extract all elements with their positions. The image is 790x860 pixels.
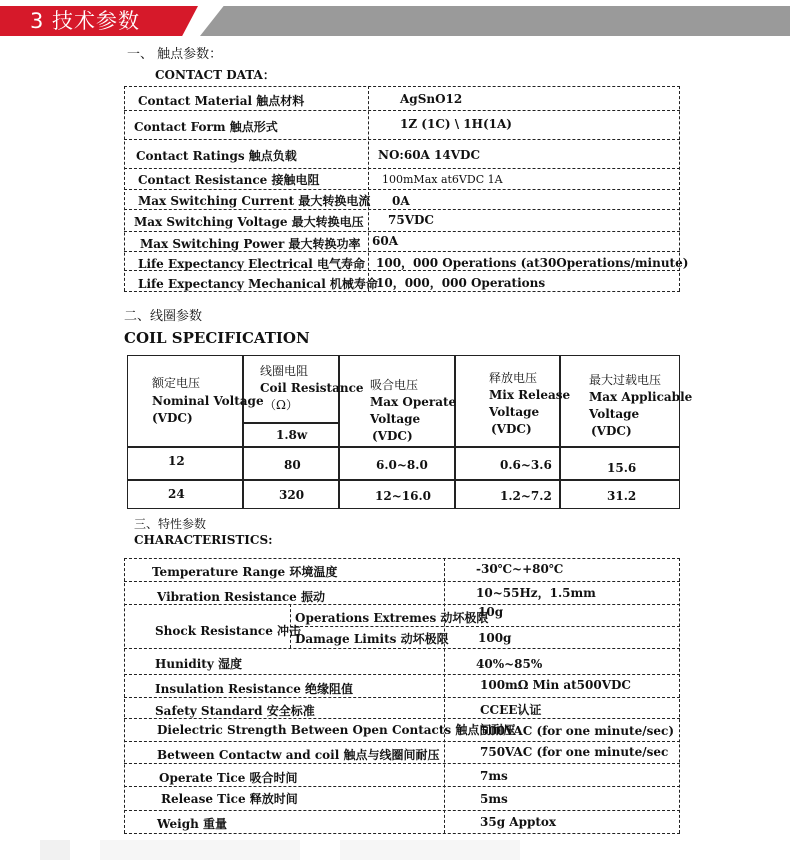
coil-heading-en: COIL SPECIFICATION [124, 329, 310, 347]
coil-cell-operate: 6.0~8.0 [376, 458, 428, 472]
coil-header-release-cn: 释放电压 [489, 371, 538, 385]
contact-label: Max Switching Current 最大转换电流 [138, 194, 371, 208]
footer-decor [40, 840, 70, 860]
contact-value: 10，000，000 Operations [376, 276, 546, 290]
coil-header-nominal-en: Nominal Voltage [152, 394, 264, 408]
coil-cell-resistance: 320 [279, 488, 305, 502]
footer-decor [100, 840, 300, 860]
char-label: Weigh 重量 [157, 817, 227, 831]
contact-label: Life Expectancy Mechanical 机械寿命 [138, 277, 378, 291]
contact-label: Life Expectancy Electrical 电气寿命 [138, 257, 365, 271]
coil-heading-cn: 二、线圈参数 [124, 309, 203, 324]
coil-header-applicable-voltage: Voltage [589, 407, 640, 421]
contact-label: Contact Resistance 接触电阻 [138, 173, 320, 187]
contact-heading-en: CONTACT DATA： [155, 68, 275, 82]
contact-label: Contact Ratings 触点负载 [136, 149, 297, 163]
char-sub-label: Damage Limits 动坏极限 [295, 632, 449, 646]
char-value: 10g [478, 605, 504, 619]
coil-header-operate-en: Max Operate [370, 395, 457, 409]
char-heading-en: CHARACTERISTICS: [134, 533, 273, 547]
char-value: 500VAC (for one minute/sec) [480, 724, 674, 738]
char-value: 100g [478, 631, 512, 645]
coil-header-nominal-cn: 额定电压 [152, 376, 201, 390]
coil-header-applicable-en: Max Applicable [589, 390, 693, 404]
char-label: Vibration Resistance 振动 [157, 590, 325, 604]
coil-header-release-en: Mix Release [489, 388, 571, 402]
char-sub-label: Operations Extremes 动坏极限 [295, 611, 489, 625]
coil-header-resistance-unit: （Ω） [264, 398, 298, 412]
char-value: -30℃~+80℃ [476, 562, 564, 576]
coil-cell-nominal: 12 [168, 454, 185, 468]
contact-value: 60A [372, 234, 399, 248]
coil-cell-resistance: 80 [284, 458, 301, 472]
coil-header-release-unit: (VDC) [491, 422, 532, 436]
coil-header-release-voltage: Voltage [489, 405, 540, 419]
contact-value: 1Z (1C) \ 1H(1A) [400, 117, 512, 131]
char-label: Release Tice 释放时间 [161, 792, 298, 806]
char-value: 7ms [480, 769, 508, 783]
coil-header-resistance-cn: 线圈电阻 [260, 364, 309, 378]
coil-header-operate-unit: (VDC) [372, 429, 413, 443]
char-label: Insulation Resistance 绝缘阻值 [155, 682, 354, 696]
char-label: Between Contactw and coil 触点与线圈间耐压 [157, 748, 440, 762]
coil-header-nominal-unit: (VDC) [152, 411, 193, 425]
coil-cell-operate: 12~16.0 [375, 489, 431, 503]
contact-value: 75VDC [388, 213, 434, 227]
section-title: 3 技术参数 [30, 9, 141, 33]
char-label: Safety Standard 安全标准 [155, 704, 315, 718]
coil-header-power: 1.8w [276, 428, 308, 442]
coil-cell-release: 0.6~3.6 [500, 458, 552, 472]
contact-value: 100mMax at6VDC 1A [382, 173, 503, 186]
coil-header-operate-voltage: Voltage [370, 412, 421, 426]
char-label: Dielectric Strength Between Open Contacts 触点间耐压 [157, 723, 516, 737]
header-grey-bar [200, 6, 790, 36]
section-header [0, 0, 790, 36]
coil-cell-applicable: 15.6 [607, 461, 637, 475]
contact-label: Max Switching Power 最大转换功率 [140, 237, 361, 251]
coil-header-applicable-cn: 最大过载电压 [589, 373, 662, 387]
coil-header-applicable-unit: (VDC) [591, 424, 632, 438]
contact-value: NO:60A 14VDC [378, 148, 481, 162]
char-value: 750VAC (for one minute/sec [480, 745, 669, 759]
coil-cell-nominal: 24 [168, 487, 185, 501]
contact-value: AgSnO12 [400, 92, 463, 106]
coil-cell-applicable: 31.2 [607, 489, 637, 503]
char-label: Operate Tice 吸合时间 [159, 771, 298, 785]
char-value: 100mΩ Min at500VDC [480, 678, 631, 692]
contact-label: Contact Form 触点形式 [134, 120, 278, 134]
coil-cell-release: 1.2~7.2 [500, 489, 552, 503]
char-label: Hunidity 湿度 [155, 657, 242, 671]
contact-value: 0A [392, 194, 410, 208]
char-value: 35g Apptox [480, 815, 557, 829]
contact-label: Max Switching Voltage 最大转换电压 [134, 215, 364, 229]
coil-header-operate-cn: 吸合电压 [370, 378, 419, 392]
contact-heading-cn: 一、 触点参数： [127, 47, 223, 62]
contact-value: 100，000 Operations (at30Operations/minute) [376, 256, 689, 270]
footer-decor [340, 840, 520, 860]
char-value: 10~55Hz，1.5mm [476, 586, 596, 600]
char-label: Temperature Range 环境温度 [152, 565, 338, 579]
char-value: CCEE认证 [480, 703, 542, 717]
char-heading-cn: 三、特性参数 [134, 517, 207, 531]
char-value: 5ms [480, 792, 508, 806]
contact-label: Contact Material 触点材料 [138, 94, 305, 108]
char-label: Shock Resistance 冲击 [155, 624, 302, 638]
coil-header-resistance-en: Coil Resistance [260, 381, 364, 395]
char-value: 40%~85% [476, 657, 543, 671]
